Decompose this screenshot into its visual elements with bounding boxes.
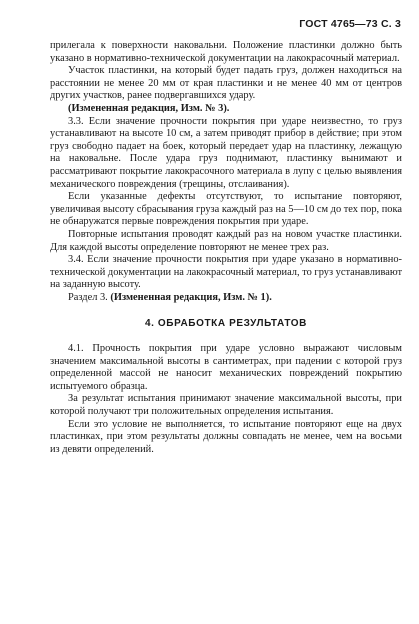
- page-header: ГОСТ 4765—73 С. 3: [299, 18, 401, 30]
- paragraph-3-4: 3.4. Если значение прочности покрытия при ударе указано в нормативно-технической документации на лакокрасочный материал, то груз устанавливают на заданную высоту.: [50, 254, 402, 291]
- paragraph-4-1: 4.1. Прочность покрытия при ударе условно выражают числовым значением максимальной высоты в сантиметрах, при падении с которой груз определенной массой не наносит механических повреждений покрытию испытуемого образца.: [50, 343, 402, 392]
- amendment-section-ref: Раздел 3.: [68, 291, 108, 303]
- paragraph-3-3: 3.3. Если значение прочности покрытия при ударе неизвестно, то груз устанавливают на высоте 10 см, а затем приводят прибор в действие; при этом груз свободно падает на боек, который передает удар на пластинку, лежащую на наковальне. После удара груз поднимают, пластинку вынимают и рассматривают покрытие лакокрасочного материала в лупу с целью выявления механического повреждения (трещины, отслаивания).: [50, 115, 402, 190]
- paragraph-retest: Если это условие не выполняется, то испытание повторяют еще на двух пластинках, при этом результаты должны совпадать не менее, чем на восьми из девяти определений.: [50, 418, 402, 455]
- amendment-text: (Измененная редакция, Изм. № 1).: [110, 291, 272, 303]
- paragraph-impact-area: Участок пластинки, на который будет падать груз, должен находиться на расстоянии не менее 20 мм от края пластинки и не менее 40 мм от центров других участков, ранее подвергавшихся удару.: [50, 65, 402, 102]
- amendment-note-3: (Измененная редакция, Изм. № 3).: [68, 102, 230, 114]
- paragraph-new-area: Повторные испытания проводят каждый раз на новом участке пластинки. Для каждой высоты определение повторяют не менее трех раз.: [50, 228, 402, 253]
- document-body: [50, 40, 402, 456]
- paragraph-plate-position: прилегала к поверхности наковальни. Положение пластинки должно быть указано в нормативно-технической документации на лакокрасочный материал.: [50, 40, 402, 64]
- paragraph-result: За результат испытания принимают значение максимальной высоты, при которой получают три положительных определения испытания.: [50, 393, 402, 418]
- amendment-note-1: [50, 292, 402, 305]
- section-title: 4. ОБРАБОТКА РЕЗУЛЬТАТОВ: [145, 318, 307, 330]
- paragraph-repeat-test: Если указанные дефекты отсутствуют, то испытание повторяют, увеличивая высоту сбрасывания груза каждый раз на 5—10 см до тех пор, пока не обнаружатся первые повреждения покрытия при ударе.: [50, 191, 402, 228]
